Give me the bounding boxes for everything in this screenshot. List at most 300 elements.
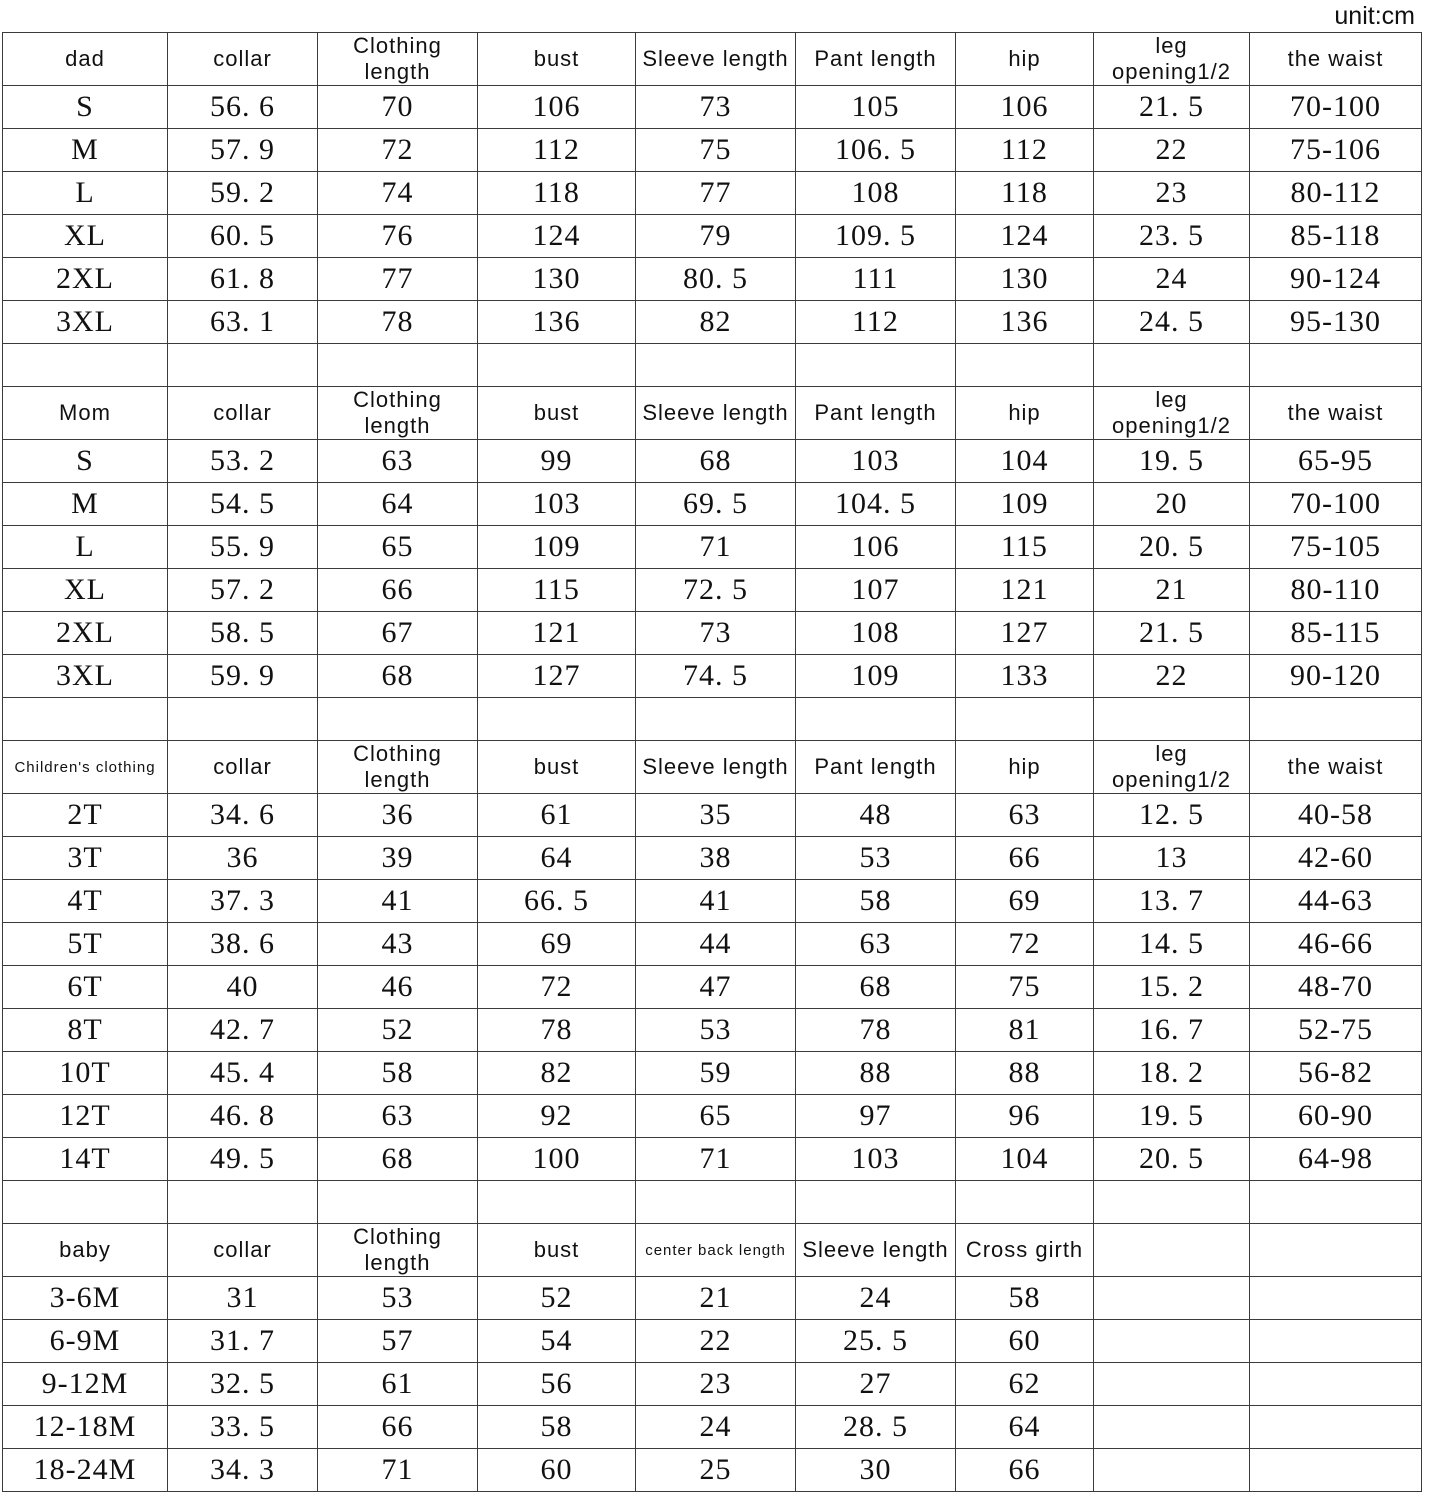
cell-hip: 115	[956, 526, 1094, 569]
column-header-leg-opening: leg opening1/2	[1094, 387, 1250, 440]
size-label: 14T	[3, 1138, 168, 1181]
size-label: 3T	[3, 837, 168, 880]
spacer-cell	[636, 1181, 796, 1224]
cell-clothing-length: 53	[318, 1277, 478, 1320]
cell-leg-opening: 16. 7	[1094, 1009, 1250, 1052]
cell-leg-opening: 12. 5	[1094, 794, 1250, 837]
cell-clothing-length: 41	[318, 880, 478, 923]
column-header-clothing-length: Clothing length	[318, 387, 478, 440]
cell-waist: 70-100	[1250, 86, 1422, 129]
table-row	[3, 258, 1422, 301]
cell-waist: 80-110	[1250, 569, 1422, 612]
column-header-clothing-length: Clothing length	[318, 33, 478, 86]
cell-collar: 32. 5	[168, 1363, 318, 1406]
size-label: 2XL	[3, 612, 168, 655]
cell-waist: 56-82	[1250, 1052, 1422, 1095]
empty-cell	[1094, 1320, 1250, 1363]
table-row	[3, 172, 1422, 215]
section-spacer	[3, 698, 1422, 741]
empty-cell	[1094, 1277, 1250, 1320]
cell-clothing-length: 39	[318, 837, 478, 880]
header-row-children	[3, 741, 1422, 794]
cell-leg-opening: 21	[1094, 569, 1250, 612]
table-row	[3, 655, 1422, 698]
cell-sleeve-length: 68	[636, 440, 796, 483]
cell-clothing-length: 63	[318, 440, 478, 483]
cell-leg-opening: 23. 5	[1094, 215, 1250, 258]
size-label: XL	[3, 215, 168, 258]
size-label: 2T	[3, 794, 168, 837]
cell-cross-girth: 62	[956, 1363, 1094, 1406]
section-spacer	[3, 344, 1422, 387]
cell-collar: 31	[168, 1277, 318, 1320]
header-row-baby	[3, 1224, 1422, 1277]
cell-sleeve-length: 41	[636, 880, 796, 923]
cell-bust: 54	[478, 1320, 636, 1363]
column-header-sleeve-length: Sleeve length	[636, 387, 796, 440]
cell-sleeve-length: 69. 5	[636, 483, 796, 526]
empty-cell	[1094, 1406, 1250, 1449]
spacer-cell	[3, 1181, 168, 1224]
cell-bust: 118	[478, 172, 636, 215]
empty-cell	[1094, 1181, 1250, 1224]
table-row	[3, 1320, 1422, 1363]
cell-clothing-length: 70	[318, 86, 478, 129]
cell-waist: 70-100	[1250, 483, 1422, 526]
cell-sleeve-length: 77	[636, 172, 796, 215]
cell-pant-length: 106	[796, 526, 956, 569]
cell-clothing-length: 52	[318, 1009, 478, 1052]
table-row	[3, 483, 1422, 526]
size-label: 3XL	[3, 655, 168, 698]
cell-center-back-length: 24	[636, 1406, 796, 1449]
empty-cell	[1250, 1181, 1422, 1224]
spacer-cell	[796, 344, 956, 387]
cell-pant-length: 103	[796, 1138, 956, 1181]
unit-label: unit:cm	[1334, 2, 1415, 30]
cell-bust: 92	[478, 1095, 636, 1138]
cell-hip: 124	[956, 215, 1094, 258]
cell-clothing-length: 57	[318, 1320, 478, 1363]
section-title-baby: baby	[3, 1224, 168, 1277]
cell-leg-opening: 13. 7	[1094, 880, 1250, 923]
cell-pant-length: 108	[796, 172, 956, 215]
table-row	[3, 1052, 1422, 1095]
cell-collar: 55. 9	[168, 526, 318, 569]
table-row	[3, 301, 1422, 344]
cell-collar: 31. 7	[168, 1320, 318, 1363]
column-header-leg-opening: leg opening1/2	[1094, 741, 1250, 794]
table-row	[3, 569, 1422, 612]
cell-sleeve-length: 53	[636, 1009, 796, 1052]
empty-cell	[1250, 1406, 1422, 1449]
cell-cross-girth: 66	[956, 1449, 1094, 1492]
table-row	[3, 129, 1422, 172]
cell-waist: 42-60	[1250, 837, 1422, 880]
cell-pant-length: 53	[796, 837, 956, 880]
size-chart-table	[2, 32, 1422, 1492]
cell-hip: 118	[956, 172, 1094, 215]
cell-collar: 56. 6	[168, 86, 318, 129]
cell-pant-length: 78	[796, 1009, 956, 1052]
cell-clothing-length: 67	[318, 612, 478, 655]
cell-hip: 75	[956, 966, 1094, 1009]
cell-pant-length: 63	[796, 923, 956, 966]
column-header-bust: bust	[478, 33, 636, 86]
size-label: M	[3, 483, 168, 526]
empty-cell	[1250, 1224, 1422, 1277]
section-spacer	[3, 1181, 1422, 1224]
cell-sleeve-length: 47	[636, 966, 796, 1009]
cell-collar: 49. 5	[168, 1138, 318, 1181]
cell-bust: 130	[478, 258, 636, 301]
table-row	[3, 966, 1422, 1009]
cell-hip: 112	[956, 129, 1094, 172]
cell-clothing-length: 78	[318, 301, 478, 344]
column-header-leg-opening: leg opening1/2	[1094, 33, 1250, 86]
empty-cell	[1094, 1363, 1250, 1406]
cell-pant-length: 105	[796, 86, 956, 129]
cell-clothing-length: 43	[318, 923, 478, 966]
cell-clothing-length: 66	[318, 1406, 478, 1449]
size-label: 4T	[3, 880, 168, 923]
size-label: 10T	[3, 1052, 168, 1095]
size-label: 2XL	[3, 258, 168, 301]
section-title-mom: Mom	[3, 387, 168, 440]
cell-cross-girth: 60	[956, 1320, 1094, 1363]
column-header-pant-length: Pant length	[796, 387, 956, 440]
cell-collar: 36	[168, 837, 318, 880]
table-row	[3, 1277, 1422, 1320]
cell-pant-length: 104. 5	[796, 483, 956, 526]
cell-collar: 34. 3	[168, 1449, 318, 1492]
cell-clothing-length: 46	[318, 966, 478, 1009]
spacer-cell	[1094, 344, 1250, 387]
size-label: 3-6M	[3, 1277, 168, 1320]
cell-leg-opening: 24. 5	[1094, 301, 1250, 344]
cell-hip: 69	[956, 880, 1094, 923]
cell-leg-opening: 22	[1094, 655, 1250, 698]
spacer-cell	[956, 344, 1094, 387]
cell-cross-girth: 58	[956, 1277, 1094, 1320]
cell-waist: 85-115	[1250, 612, 1422, 655]
size-label: 6T	[3, 966, 168, 1009]
size-label: 18-24M	[3, 1449, 168, 1492]
cell-sleeve-length: 71	[636, 526, 796, 569]
cell-sleeve-length: 71	[636, 1138, 796, 1181]
cell-bust: 124	[478, 215, 636, 258]
cell-sleeve-length: 59	[636, 1052, 796, 1095]
cell-clothing-length: 68	[318, 1138, 478, 1181]
cell-waist: 75-106	[1250, 129, 1422, 172]
size-label: S	[3, 86, 168, 129]
spacer-cell	[168, 344, 318, 387]
size-label: XL	[3, 569, 168, 612]
cell-waist: 48-70	[1250, 966, 1422, 1009]
size-label: 8T	[3, 1009, 168, 1052]
cell-pant-length: 109	[796, 655, 956, 698]
cell-hip: 136	[956, 301, 1094, 344]
spacer-cell	[636, 344, 796, 387]
cell-center-back-length: 25	[636, 1449, 796, 1492]
table-row	[3, 1009, 1422, 1052]
cell-leg-opening: 21. 5	[1094, 86, 1250, 129]
empty-cell	[1250, 1320, 1422, 1363]
cell-bust: 103	[478, 483, 636, 526]
cell-pant-length: 112	[796, 301, 956, 344]
cell-cross-girth: 64	[956, 1406, 1094, 1449]
cell-sleeve-length: 44	[636, 923, 796, 966]
spacer-cell	[478, 698, 636, 741]
cell-bust: 60	[478, 1449, 636, 1492]
cell-clothing-length: 68	[318, 655, 478, 698]
cell-hip: 104	[956, 1138, 1094, 1181]
cell-bust: 69	[478, 923, 636, 966]
empty-cell	[1094, 1449, 1250, 1492]
cell-leg-opening: 19. 5	[1094, 440, 1250, 483]
column-header-sleeve-length: Sleeve length	[636, 33, 796, 86]
cell-leg-opening: 14. 5	[1094, 923, 1250, 966]
table-row	[3, 794, 1422, 837]
column-header-collar: collar	[168, 387, 318, 440]
cell-clothing-length: 58	[318, 1052, 478, 1095]
cell-sleeve-length: 27	[796, 1363, 956, 1406]
cell-collar: 42. 7	[168, 1009, 318, 1052]
cell-collar: 34. 6	[168, 794, 318, 837]
cell-waist: 52-75	[1250, 1009, 1422, 1052]
column-header-clothing-length: Clothing length	[318, 1224, 478, 1277]
table-row	[3, 923, 1422, 966]
cell-leg-opening: 20. 5	[1094, 526, 1250, 569]
cell-sleeve-length: 35	[636, 794, 796, 837]
spacer-cell	[318, 698, 478, 741]
cell-clothing-length: 64	[318, 483, 478, 526]
cell-leg-opening: 20. 5	[1094, 1138, 1250, 1181]
cell-sleeve-length: 38	[636, 837, 796, 880]
spacer-cell	[1250, 698, 1422, 741]
column-header-hip: hip	[956, 33, 1094, 86]
cell-hip: 81	[956, 1009, 1094, 1052]
column-header-collar: collar	[168, 33, 318, 86]
column-header-collar: collar	[168, 1224, 318, 1277]
cell-center-back-length: 21	[636, 1277, 796, 1320]
spacer-cell	[956, 698, 1094, 741]
cell-collar: 53. 2	[168, 440, 318, 483]
column-header-center-back-length: center back length	[636, 1224, 796, 1277]
cell-leg-opening: 24	[1094, 258, 1250, 301]
cell-waist: 60-90	[1250, 1095, 1422, 1138]
cell-center-back-length: 23	[636, 1363, 796, 1406]
cell-hip: 127	[956, 612, 1094, 655]
cell-bust: 64	[478, 837, 636, 880]
cell-sleeve-length: 28. 5	[796, 1406, 956, 1449]
cell-waist: 65-95	[1250, 440, 1422, 483]
cell-waist: 64-98	[1250, 1138, 1422, 1181]
cell-pant-length: 111	[796, 258, 956, 301]
cell-bust: 127	[478, 655, 636, 698]
cell-pant-length: 48	[796, 794, 956, 837]
cell-sleeve-length: 79	[636, 215, 796, 258]
cell-collar: 46. 8	[168, 1095, 318, 1138]
cell-leg-opening: 19. 5	[1094, 1095, 1250, 1138]
column-header-waist: the waist	[1250, 33, 1422, 86]
spacer-cell	[636, 698, 796, 741]
cell-waist: 80-112	[1250, 172, 1422, 215]
cell-waist: 40-58	[1250, 794, 1422, 837]
cell-waist: 85-118	[1250, 215, 1422, 258]
column-header-bust: bust	[478, 741, 636, 794]
cell-collar: 59. 2	[168, 172, 318, 215]
size-label: 5T	[3, 923, 168, 966]
cell-collar: 38. 6	[168, 923, 318, 966]
column-header-hip: hip	[956, 741, 1094, 794]
cell-bust: 136	[478, 301, 636, 344]
cell-hip: 130	[956, 258, 1094, 301]
cell-sleeve-length: 24	[796, 1277, 956, 1320]
cell-pant-length: 109. 5	[796, 215, 956, 258]
cell-collar: 54. 5	[168, 483, 318, 526]
spacer-cell	[478, 344, 636, 387]
spacer-cell	[168, 698, 318, 741]
cell-hip: 121	[956, 569, 1094, 612]
cell-pant-length: 68	[796, 966, 956, 1009]
cell-waist: 75-105	[1250, 526, 1422, 569]
table-row	[3, 86, 1422, 129]
section-title-dad: dad	[3, 33, 168, 86]
size-label: L	[3, 526, 168, 569]
section-title-children: Children's clothing	[3, 741, 168, 794]
header-row-mom	[3, 387, 1422, 440]
cell-collar: 45. 4	[168, 1052, 318, 1095]
cell-leg-opening: 22	[1094, 129, 1250, 172]
spacer-cell	[796, 1181, 956, 1224]
size-label: 12T	[3, 1095, 168, 1138]
cell-bust: 106	[478, 86, 636, 129]
cell-waist: 90-120	[1250, 655, 1422, 698]
cell-sleeve-length: 72. 5	[636, 569, 796, 612]
empty-cell	[1094, 1224, 1250, 1277]
column-header-bust: bust	[478, 1224, 636, 1277]
cell-bust: 109	[478, 526, 636, 569]
table-row	[3, 1449, 1422, 1492]
cell-waist: 46-66	[1250, 923, 1422, 966]
cell-collar: 33. 5	[168, 1406, 318, 1449]
cell-clothing-length: 72	[318, 129, 478, 172]
spacer-cell	[1250, 344, 1422, 387]
cell-hip: 106	[956, 86, 1094, 129]
cell-hip: 96	[956, 1095, 1094, 1138]
cell-sleeve-length: 75	[636, 129, 796, 172]
size-label: S	[3, 440, 168, 483]
spacer-cell	[1094, 698, 1250, 741]
cell-bust: 112	[478, 129, 636, 172]
cell-hip: 88	[956, 1052, 1094, 1095]
cell-hip: 72	[956, 923, 1094, 966]
cell-hip: 63	[956, 794, 1094, 837]
empty-cell	[1250, 1277, 1422, 1320]
cell-sleeve-length: 65	[636, 1095, 796, 1138]
cell-sleeve-length: 73	[636, 86, 796, 129]
cell-bust: 66. 5	[478, 880, 636, 923]
cell-collar: 61. 8	[168, 258, 318, 301]
spacer-cell	[3, 344, 168, 387]
column-header-waist: the waist	[1250, 387, 1422, 440]
cell-collar: 57. 2	[168, 569, 318, 612]
cell-collar: 58. 5	[168, 612, 318, 655]
cell-pant-length: 88	[796, 1052, 956, 1095]
cell-sleeve-length: 73	[636, 612, 796, 655]
cell-clothing-length: 61	[318, 1363, 478, 1406]
size-label: 6-9M	[3, 1320, 168, 1363]
column-header-bust: bust	[478, 387, 636, 440]
cell-sleeve-length: 74. 5	[636, 655, 796, 698]
cell-pant-length: 108	[796, 612, 956, 655]
column-header-hip: hip	[956, 387, 1094, 440]
cell-leg-opening: 13	[1094, 837, 1250, 880]
column-header-pant-length: Pant length	[796, 741, 956, 794]
cell-sleeve-length: 80. 5	[636, 258, 796, 301]
cell-bust: 61	[478, 794, 636, 837]
table-row	[3, 1138, 1422, 1181]
cell-hip: 133	[956, 655, 1094, 698]
column-header-pant-length: Pant length	[796, 33, 956, 86]
cell-sleeve-length: 82	[636, 301, 796, 344]
cell-collar: 57. 9	[168, 129, 318, 172]
column-header-sleeve-length: Sleeve length	[796, 1224, 956, 1277]
column-header-sleeve-length: Sleeve length	[636, 741, 796, 794]
cell-bust: 72	[478, 966, 636, 1009]
cell-leg-opening: 15. 2	[1094, 966, 1250, 1009]
spacer-cell	[168, 1181, 318, 1224]
cell-clothing-length: 74	[318, 172, 478, 215]
table-row	[3, 612, 1422, 655]
spacer-cell	[318, 1181, 478, 1224]
cell-bust: 99	[478, 440, 636, 483]
cell-clothing-length: 76	[318, 215, 478, 258]
cell-bust: 121	[478, 612, 636, 655]
cell-leg-opening: 23	[1094, 172, 1250, 215]
cell-collar: 37. 3	[168, 880, 318, 923]
size-label: 9-12M	[3, 1363, 168, 1406]
empty-cell	[1250, 1363, 1422, 1406]
cell-leg-opening: 21. 5	[1094, 612, 1250, 655]
cell-bust: 100	[478, 1138, 636, 1181]
cell-clothing-length: 77	[318, 258, 478, 301]
cell-sleeve-length: 25. 5	[796, 1320, 956, 1363]
cell-clothing-length: 36	[318, 794, 478, 837]
cell-clothing-length: 66	[318, 569, 478, 612]
spacer-cell	[318, 344, 478, 387]
cell-pant-length: 106. 5	[796, 129, 956, 172]
column-header-waist: the waist	[1250, 741, 1422, 794]
size-label: 12-18M	[3, 1406, 168, 1449]
table-row	[3, 1363, 1422, 1406]
cell-pant-length: 58	[796, 880, 956, 923]
spacer-cell	[796, 698, 956, 741]
table-row	[3, 880, 1422, 923]
column-header-collar: collar	[168, 741, 318, 794]
cell-sleeve-length: 30	[796, 1449, 956, 1492]
size-label: L	[3, 172, 168, 215]
cell-pant-length: 97	[796, 1095, 956, 1138]
table-row	[3, 526, 1422, 569]
cell-bust: 56	[478, 1363, 636, 1406]
cell-collar: 60. 5	[168, 215, 318, 258]
table-row	[3, 837, 1422, 880]
cell-pant-length: 103	[796, 440, 956, 483]
cell-collar: 40	[168, 966, 318, 1009]
cell-bust: 115	[478, 569, 636, 612]
